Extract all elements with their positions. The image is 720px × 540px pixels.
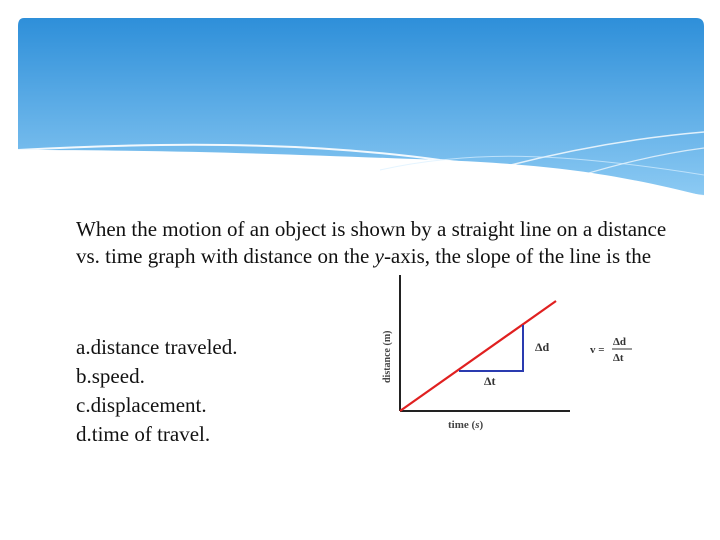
- distance-line: [400, 301, 556, 411]
- distance-time-graph: [370, 265, 650, 440]
- question-italic-y: y: [374, 244, 384, 268]
- choice-b: b.speed.: [76, 364, 145, 388]
- formula-denominator: Δt: [613, 352, 624, 364]
- question-part2: -axis, the slope of the line is the: [383, 244, 652, 268]
- question-text: [76, 216, 676, 270]
- choice-a: a.distance traveled.: [76, 335, 238, 359]
- answer-choices: [76, 333, 238, 449]
- formula-numerator: Δd: [613, 336, 627, 348]
- y-axis-label: distance (m): [382, 330, 393, 383]
- question-part1: When the motion of an object is shown by a straight line on a distance vs. time graph with distance on the: [76, 217, 667, 268]
- header-banner: [0, 0, 720, 210]
- choice-c: c.displacement.: [76, 393, 207, 417]
- delta-t-label: Δt: [484, 374, 496, 388]
- x-axis-label: time (s): [448, 419, 484, 431]
- formula-v: v =: [590, 344, 605, 356]
- choice-d: d.time of travel.: [76, 422, 211, 446]
- delta-d-label: Δd: [535, 340, 550, 354]
